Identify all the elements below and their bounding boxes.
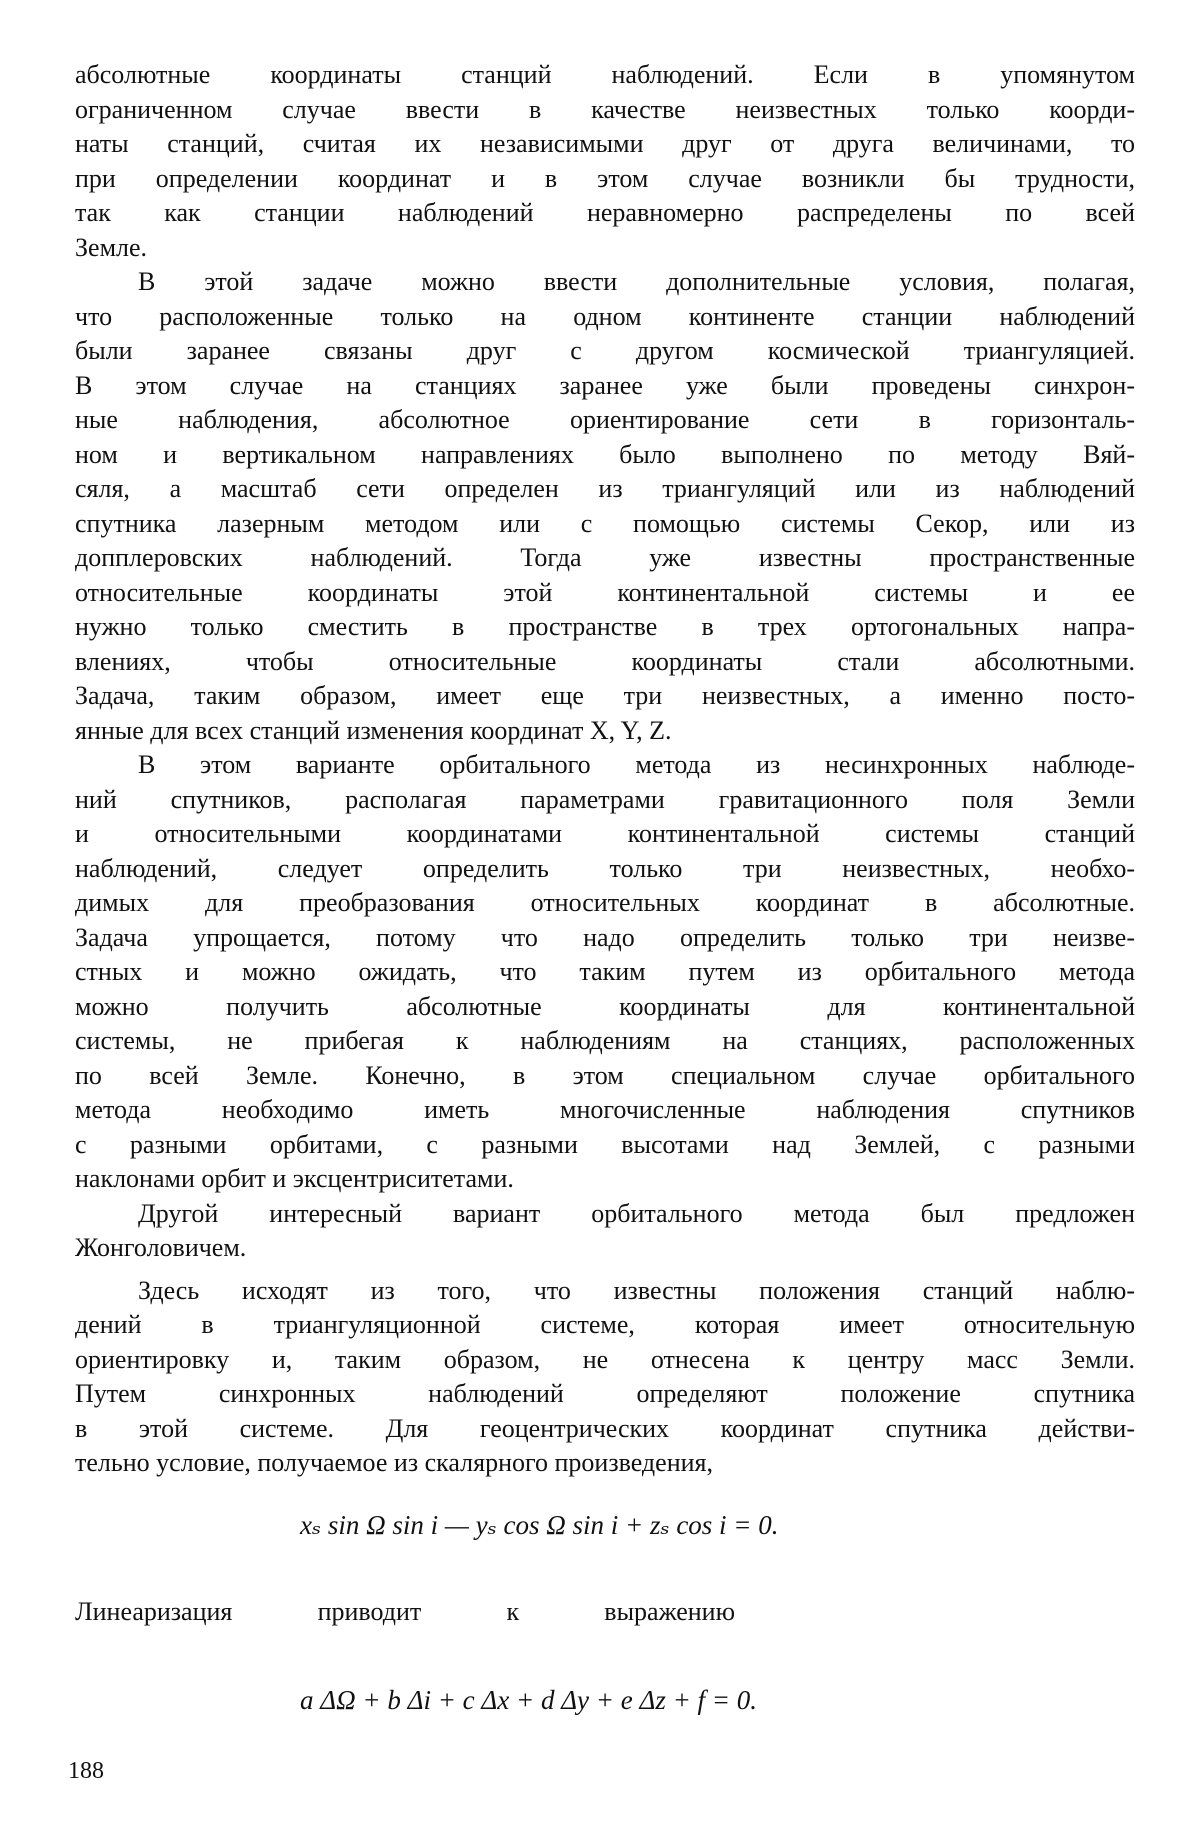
formula-linearized: a ΔΩ + b Δi + c Δx + d Δy + e Δz + f = 0. [300, 1685, 758, 1715]
text-line: Здесь исходят из того, что известны положения станций наблю- [138, 1275, 1135, 1305]
text-line: тельно условие, получаемое из скалярного произведения, [75, 1448, 713, 1477]
paragraph [75, 748, 1135, 1197]
text-line: спутника лазерным методом или с помощью системы Секор, или из [75, 508, 1135, 538]
text-line: системы, не прибегая к наблюдениям на станциях, расположенных [75, 1026, 1135, 1055]
text-line: сяля, а масштаб сети определен из триангуляций или из наблюдений [75, 474, 1135, 503]
text-line: В этом варианте орбитального метода из несинхронных наблюде- [138, 750, 1135, 779]
text-line: наклонами орбит и эксцентриситетами. [75, 1164, 514, 1193]
text-line: ные наблюдения, абсолютное ориентирование сети в горизонталь- [75, 405, 1135, 434]
text-line: Земле. [75, 232, 148, 262]
paragraph [75, 265, 1135, 748]
text-line: ном и вертикальном направлениях было выполнено по методу Вяй- [75, 439, 1135, 469]
body-text [75, 58, 1135, 1481]
text-line: дений в триангуляционной системе, которая имеет относительную [75, 1310, 1135, 1339]
text-line: наблюдений, следует определить только три неизвестных, необхо- [75, 853, 1135, 883]
text-line: и относительными координатами континентальной системы станций [75, 819, 1135, 848]
text-line: янные для всех станций изменения координат X, Y, Z. [75, 715, 672, 745]
text-line: наты станций, считая их независимыми друг от друга величинами, то [75, 129, 1135, 158]
text-line: метода необходимо иметь многочисленные наблюдения спутников [75, 1095, 1135, 1124]
text-line: димых для преобразования относительных координат в абсолютные. [75, 888, 1135, 917]
text-line: что расположенные только на одном континенте станции наблюдений [75, 301, 1135, 331]
text-line: так как станции наблюдений неравномерно распределены по всей [75, 198, 1135, 227]
text-line: при определении координат и в этом случае возникли бы трудности, [75, 163, 1135, 193]
text-line: по всей Земле. Конечно, в этом специальном случае орбитального [75, 1060, 1135, 1090]
text-line: Задача упрощается, потому что надо определить только три неизве- [75, 922, 1135, 952]
text-line: Задача, таким образом, имеет еще три неизвестных, а именно посто- [75, 681, 1135, 710]
text-line: В этом случае на станциях заранее уже были проведены синхрон- [75, 370, 1135, 400]
text-line: влениях, чтобы относительные координаты стали абсолютными. [75, 646, 1135, 676]
linearization-intro: Линеаризация приводит к выражению [75, 1597, 735, 1626]
page-number: 188 [68, 1758, 104, 1784]
text-line: в этой системе. Для геоцентрических координат спутника действи- [75, 1413, 1135, 1443]
text-line: ний спутников, располагая параметрами гравитационного поля Земли [75, 784, 1135, 814]
paragraph [75, 1197, 1135, 1266]
text-line: ориентировку и, таким образом, не отнесена к центру масс Земли. [75, 1344, 1135, 1374]
paragraph [75, 58, 1135, 265]
text-line: Жонголовичем. [75, 1233, 247, 1262]
text-line: были заранее связаны друг с другом космической триангуляцией. [75, 336, 1135, 365]
text-line: абсолютные координаты станций наблюдений. Если в упомянутом [75, 60, 1135, 89]
text-line: допплеровских наблюдений. Тогда уже известны пространственные [75, 543, 1135, 572]
text-line: Путем синхронных наблюдений определяют положение спутника [75, 1379, 1135, 1408]
paragraph [75, 1274, 1135, 1481]
text-line: ограниченном случае ввести в качестве неизвестных только коорди- [75, 94, 1135, 124]
text-line: стных и можно ожидать, что таким путем из орбитального метода [75, 957, 1135, 986]
text-line: можно получить абсолютные координаты для континентальной [75, 991, 1135, 1021]
formula-scalar-product: xₛ sin Ω sin i — yₛ cos Ω sin i + zₛ cos i = 0. [300, 1510, 779, 1540]
text-line: с разными орбитами, с разными высотами над Землей, с разными [75, 1129, 1135, 1159]
text-line: нужно только сместить в пространстве в трех ортогональных напра- [75, 612, 1135, 641]
text-line: В этой задаче можно ввести дополнительные условия, полагая, [138, 267, 1135, 296]
text-line: относительные координаты этой континентальной системы и ее [75, 577, 1135, 607]
text-line: Другой интересный вариант орбитального метода был предложен [138, 1198, 1135, 1228]
